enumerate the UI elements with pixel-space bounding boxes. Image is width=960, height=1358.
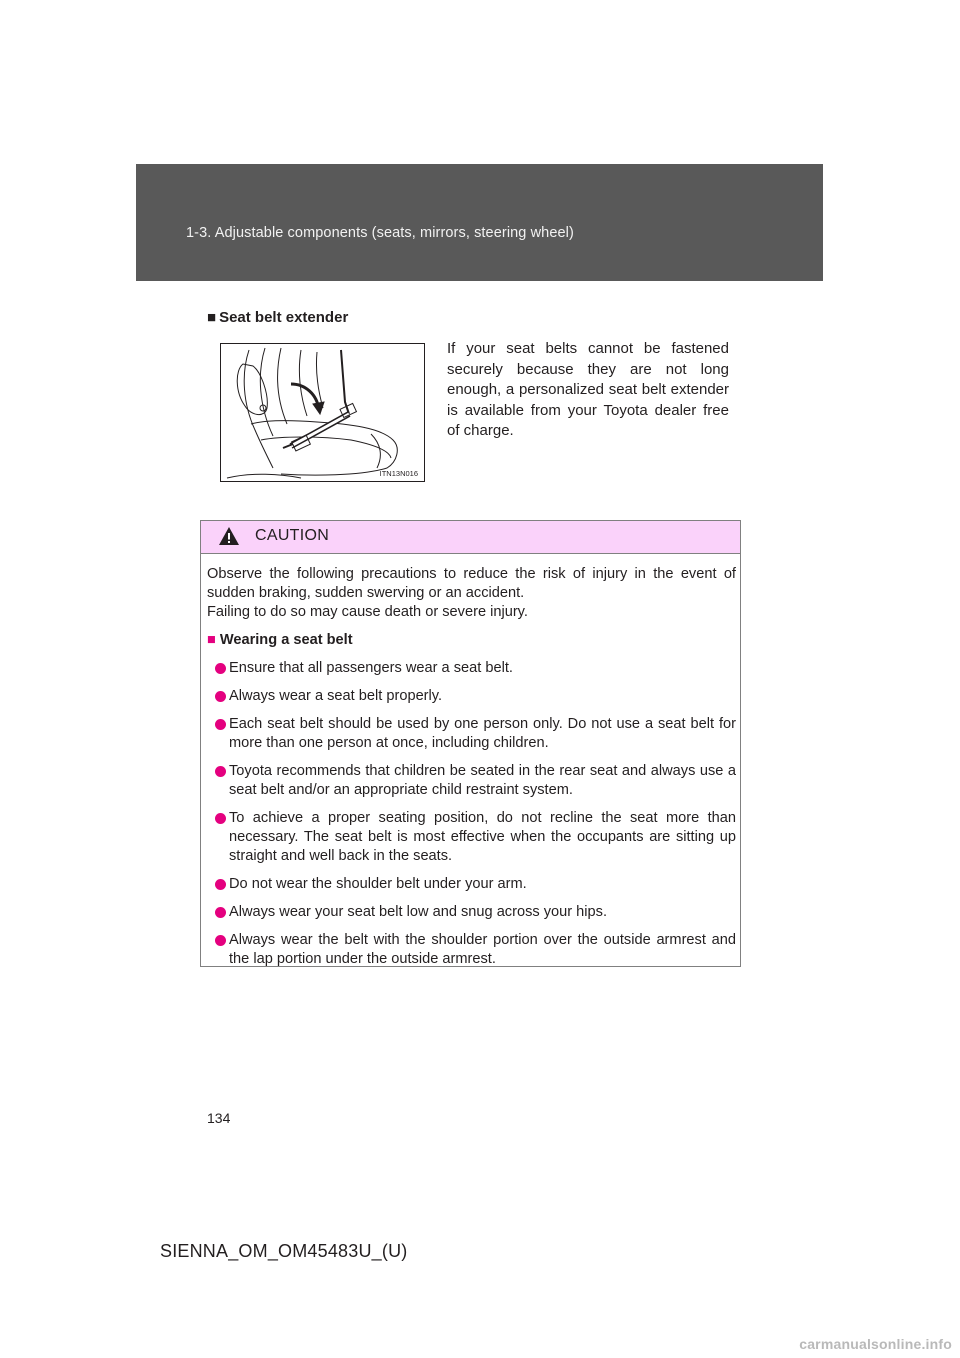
caution-sub-heading xyxy=(207,631,736,650)
list-item-text: Always wear the belt with the shoulder portion over the outside armrest and the lap portion under the outside armrest. xyxy=(229,932,736,967)
bullet-dot-icon xyxy=(215,663,226,674)
caution-title: CAUTION xyxy=(255,527,330,544)
figure-code: ITN13N016 xyxy=(379,469,418,478)
bullet-dot-icon xyxy=(215,813,226,824)
list-item-text: Toyota recommends that children be seated in the rear seat and always use a seat belt and/or an appropriate child restraint system. xyxy=(229,763,736,798)
document-code: SIENNA_OM_OM45483U_(U) xyxy=(160,1241,408,1261)
bullet-dot-icon xyxy=(215,719,226,730)
seat-belt-extender-illustration xyxy=(220,343,425,482)
page-number: 134 xyxy=(207,1110,231,1126)
chapter-header xyxy=(136,164,823,281)
list-item xyxy=(207,809,736,866)
watermark-text[interactable]: carmanualsonline.info xyxy=(799,1336,952,1352)
chapter-title: 1-3. Adjustable components (seats, mirrors, steering wheel) xyxy=(186,225,574,241)
bullet-dot-icon xyxy=(215,691,226,702)
square-bullet-icon: ■ xyxy=(207,309,217,326)
caution-body xyxy=(207,565,736,978)
list-item xyxy=(207,762,736,800)
warning-triangle-icon xyxy=(218,526,240,546)
list-item xyxy=(207,875,736,894)
list-item xyxy=(207,687,736,706)
bullet-dot-icon xyxy=(215,766,226,777)
list-item-text: Always wear a seat belt properly. xyxy=(229,688,443,704)
list-item xyxy=(207,715,736,753)
square-bullet-icon: ■ xyxy=(207,632,216,648)
caution-header xyxy=(201,521,740,554)
list-item-text: Each seat belt should be used by one person only. Do not use a seat belt for more than one person at once, including children. xyxy=(229,716,736,751)
caution-box xyxy=(200,520,741,967)
bullet-dot-icon xyxy=(215,879,226,890)
list-item xyxy=(207,931,736,969)
list-item-text: Do not wear the shoulder belt under your arm. xyxy=(229,876,527,892)
bullet-dot-icon xyxy=(215,907,226,918)
caution-paragraph: Failing to do so may cause death or severe injury. xyxy=(207,604,528,620)
caution-paragraph: Observe the following precautions to reduce the risk of injury in the event of sudden braking, sudden swerving or an accident. xyxy=(207,566,736,601)
list-item-text: Always wear your seat belt low and snug across your hips. xyxy=(229,904,607,920)
sub-heading-text: Wearing a seat belt xyxy=(219,632,353,648)
section-heading-text: Seat belt extender xyxy=(219,309,349,326)
seat-illustration-drawing xyxy=(221,344,425,482)
list-item xyxy=(207,903,736,922)
list-item-text: Ensure that all passengers wear a seat belt. xyxy=(229,660,513,676)
list-item xyxy=(207,659,736,678)
section-heading xyxy=(207,309,348,326)
bullet-dot-icon xyxy=(215,935,226,946)
intro-paragraph: If your seat belts cannot be fastened securely because they are not long enough, a personalized seat belt extender is available from your Toyota dealer free of charge. xyxy=(447,340,729,439)
list-item-text: To achieve a proper seating position, do not recline the seat more than necessary. The seat belt is most effective when the occupants are sitting up straight and well back in the seats. xyxy=(229,810,736,864)
